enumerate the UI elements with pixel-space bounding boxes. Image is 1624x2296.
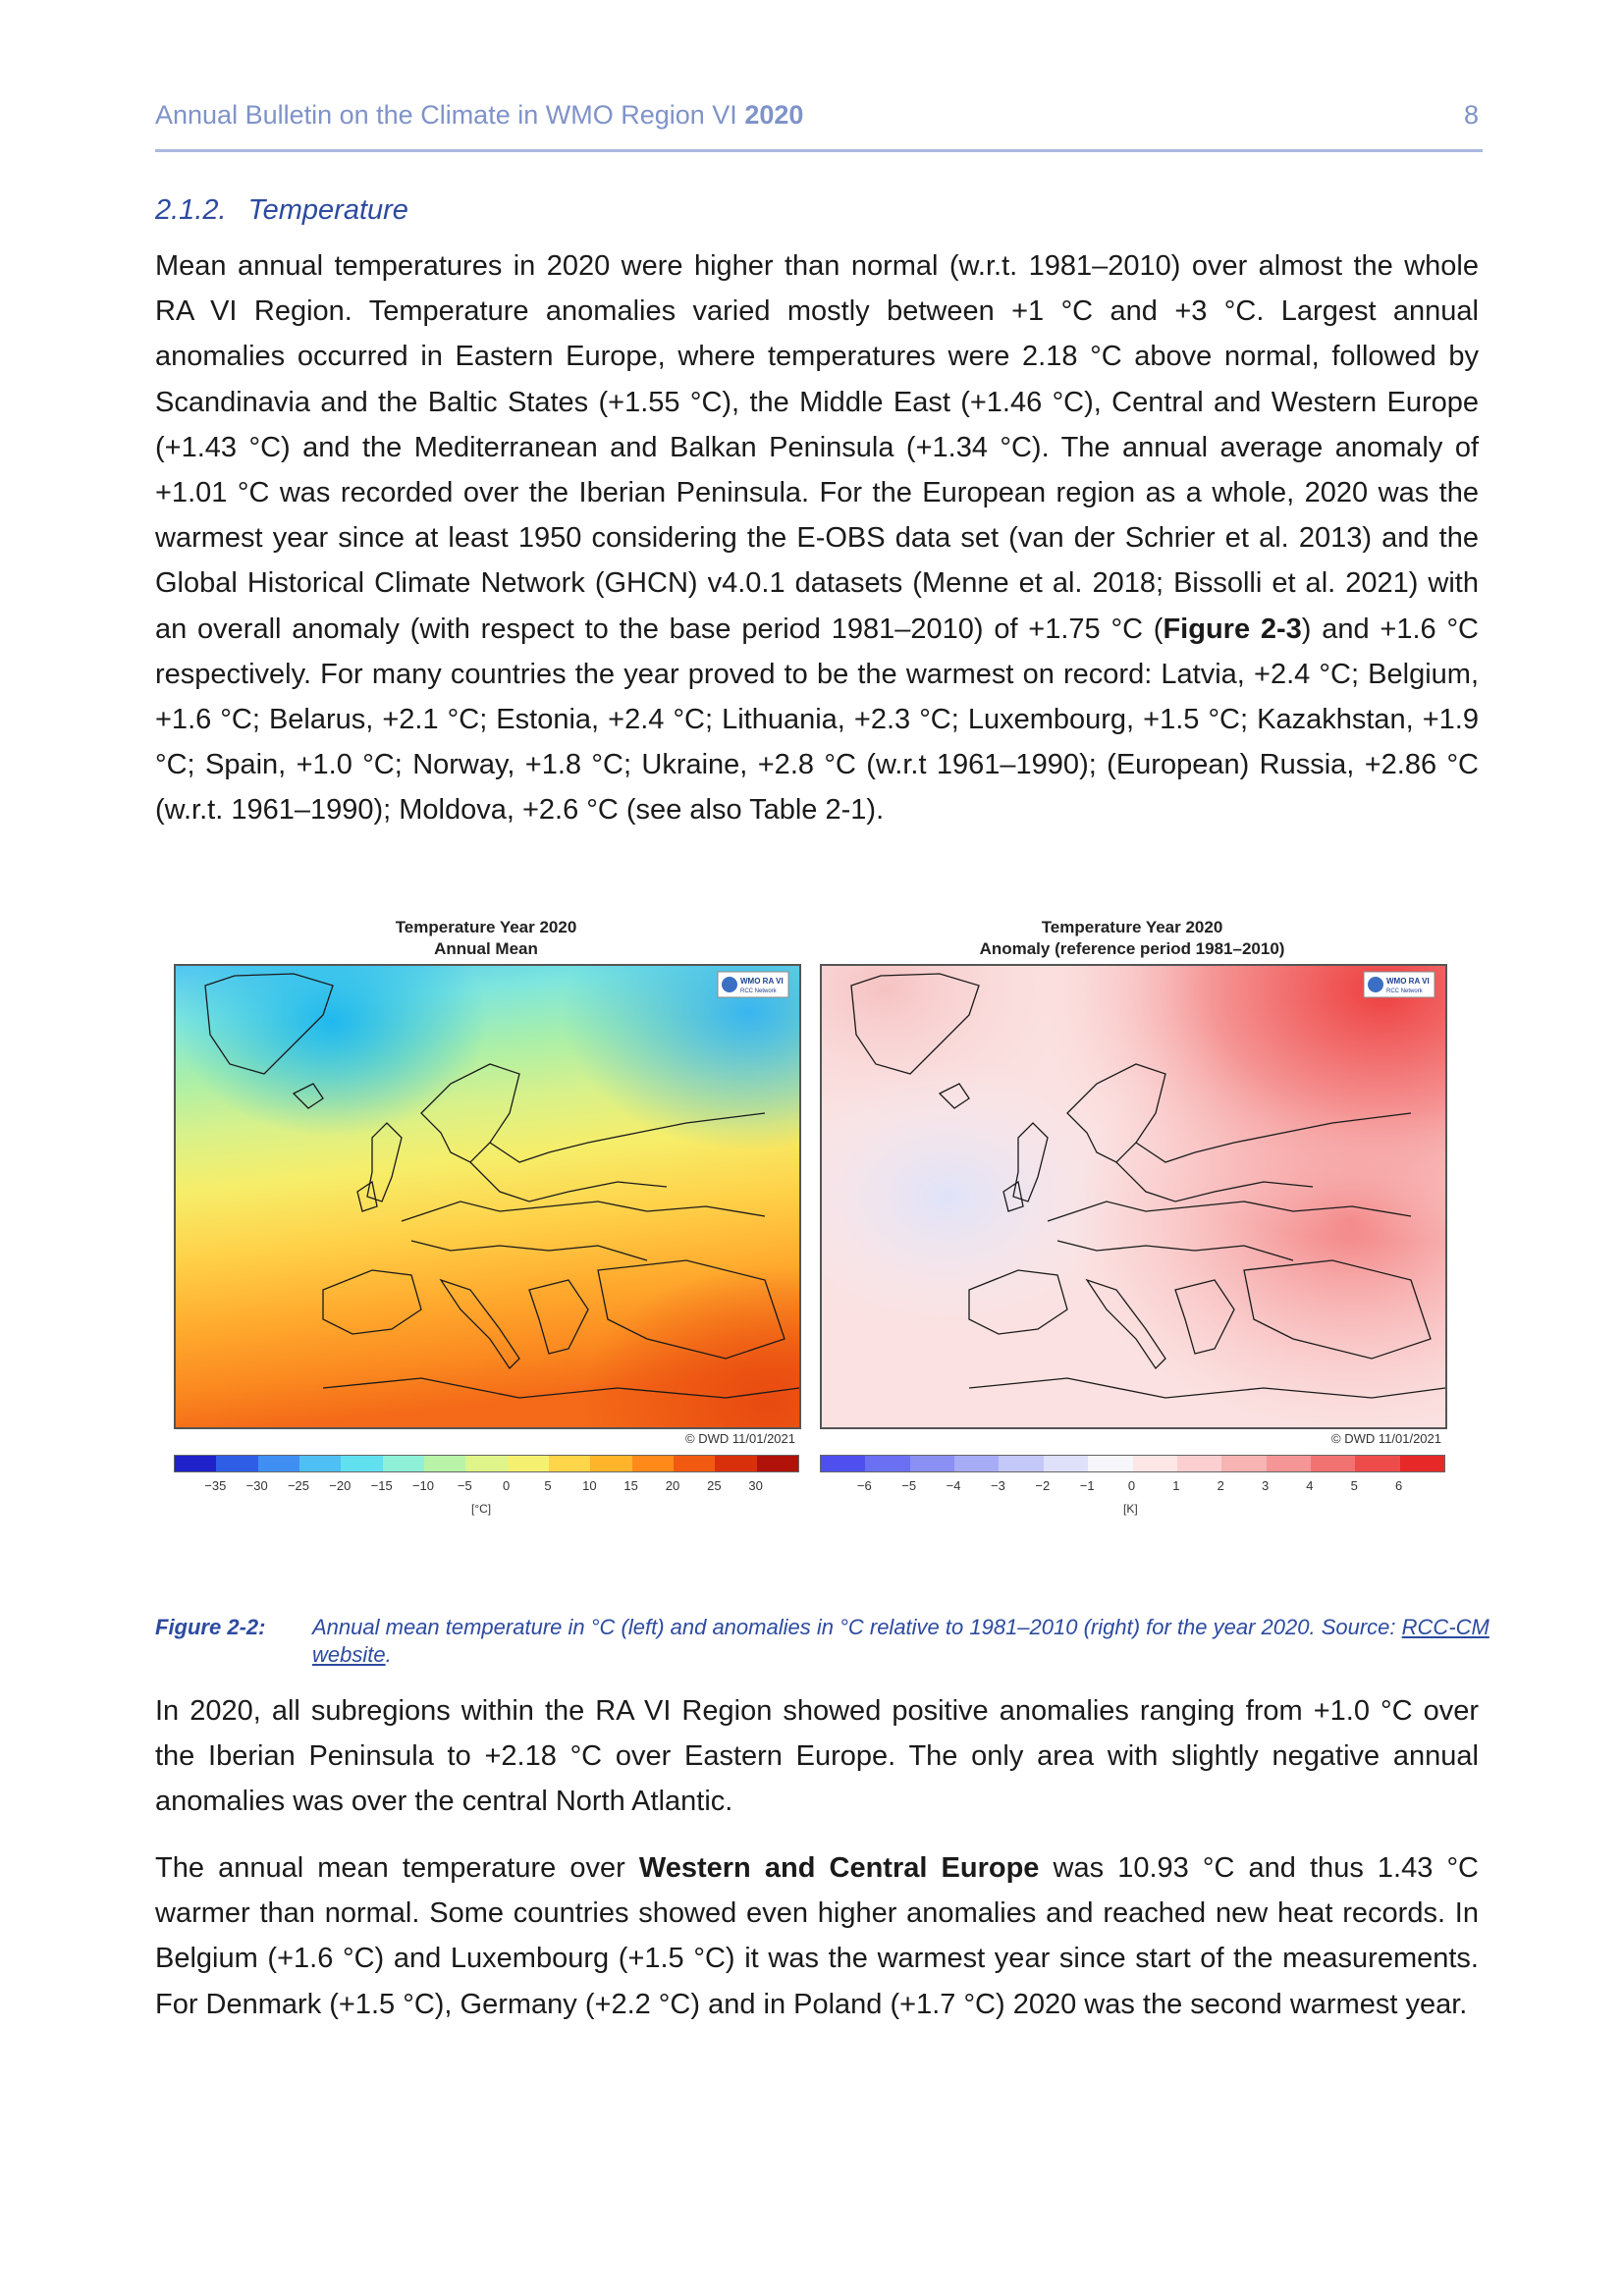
colorbar-tick-label: 3 bbox=[1261, 1478, 1270, 1493]
colorbar-segment bbox=[1221, 1456, 1266, 1471]
colorbar-segment bbox=[821, 1456, 865, 1471]
colorbar-tick-label: −3 bbox=[991, 1478, 1005, 1493]
dwd-credit-right: © DWD 11/01/2021 bbox=[1331, 1431, 1441, 1446]
annual-mean-map-image bbox=[176, 966, 799, 1427]
colorbar-tick-label: 5 bbox=[544, 1478, 552, 1493]
colorbar-tick-label: 1 bbox=[1172, 1478, 1180, 1493]
caption-label: Figure 2-2: bbox=[155, 1615, 266, 1639]
colorbar-segment bbox=[999, 1456, 1043, 1471]
colorbar-tick-label: 2 bbox=[1217, 1478, 1224, 1493]
svg-text:WMO RA VI: WMO RA VI bbox=[740, 977, 784, 986]
colorbar-segment bbox=[1355, 1456, 1399, 1471]
dwd-credit-left: © DWD 11/01/2021 bbox=[685, 1431, 795, 1446]
body-paragraph-3: The annual mean temperature over Western and Central Europe was 10.93 °C and thus 1.43 °C warmer than normal. Some countries showed even higher anomalies and reached new heat records. In Belgium (+1.6 °C) and Luxembourg (+1.5 °C) it was the warmest year since start of the measurements. For Denmark (+1.5 °C), Germany (+2.2 °C) and in Poland (+1.7 °C) 2020 was the second warmest year. bbox=[155, 1852, 1480, 2020]
colorbar-segment bbox=[1267, 1456, 1311, 1471]
colorbar-tick-label: 6 bbox=[1395, 1478, 1403, 1493]
figure-reference: Figure 2-3 bbox=[1163, 613, 1302, 645]
colorbar-tick-label: 20 bbox=[665, 1478, 680, 1493]
figure-anomaly bbox=[813, 913, 1451, 1590]
colorbar-segment bbox=[216, 1456, 257, 1471]
colorbar-segment bbox=[715, 1456, 756, 1471]
colorbar-segment bbox=[1044, 1456, 1088, 1471]
colorbar-segment bbox=[757, 1456, 798, 1471]
colorbar-tick-label: 0 bbox=[503, 1478, 511, 1493]
rcc-cm-website-link[interactable]: RCC-CM website bbox=[312, 1615, 1489, 1667]
map-title-right: Temperature Year 2020 Anomaly (reference period 1981–2010) bbox=[979, 918, 1285, 958]
colorbar-tick-label: −10 bbox=[411, 1478, 435, 1493]
colorbar-tick-label: −1 bbox=[1079, 1478, 1095, 1493]
colorbar-tick-label: 0 bbox=[1127, 1478, 1136, 1493]
colorbar-segment bbox=[299, 1456, 341, 1471]
colorbar-segment bbox=[258, 1456, 299, 1471]
colorbar-segment bbox=[341, 1456, 382, 1471]
anomaly-map bbox=[820, 964, 1447, 1429]
svg-text:RCC Network: RCC Network bbox=[1386, 988, 1423, 994]
anomaly-map-image bbox=[822, 966, 1445, 1427]
colorbar-tick-label: 15 bbox=[623, 1478, 638, 1493]
colorbar-tick-label: −35 bbox=[204, 1478, 227, 1493]
colorbar-tick-label: 25 bbox=[707, 1478, 722, 1493]
colorbar-tick-label: −2 bbox=[1035, 1478, 1051, 1493]
colorbar-segment bbox=[175, 1456, 216, 1471]
colorbar-segment bbox=[508, 1456, 549, 1471]
wmo-ra-vi-logo bbox=[718, 972, 788, 997]
colorbar-tick-label: −5 bbox=[457, 1478, 472, 1493]
colorbar-tick-label: −5 bbox=[901, 1478, 917, 1493]
wmo-ra-vi-logo bbox=[1364, 972, 1435, 997]
section-title: Temperature bbox=[247, 194, 408, 226]
colorbar-unit-left: [°C] bbox=[471, 1502, 492, 1516]
body-paragraph-2: In 2020, all subregions within the RA VI Region showed positive anomalies ranging from +1.0 °C over the Iberian Peninsula to +2.18 °C over Eastern Europe. The only area with slightly negative annual anomalies was over the central North Atlantic. bbox=[155, 1695, 1479, 1818]
colorbar-segment bbox=[674, 1456, 715, 1471]
colorbar-tick-label: −15 bbox=[370, 1478, 393, 1493]
colorbar-tick-label: −30 bbox=[245, 1478, 268, 1493]
colorbar-segment bbox=[383, 1456, 424, 1471]
colorbar-ticks-right bbox=[820, 1478, 1443, 1496]
colorbar-tick-label: −6 bbox=[856, 1478, 872, 1493]
svg-text:WMO RA VI: WMO RA VI bbox=[1386, 977, 1430, 986]
colorbar-segment bbox=[549, 1456, 590, 1471]
colorbar-tick-label: 4 bbox=[1306, 1478, 1314, 1493]
colorbar-segment bbox=[954, 1456, 999, 1471]
running-title-year: 2020 bbox=[744, 100, 804, 130]
colorbar-segment bbox=[1177, 1456, 1221, 1471]
section-number: 2.1.2. bbox=[155, 194, 227, 226]
svg-text:RCC Network: RCC Network bbox=[740, 988, 777, 994]
colorbar-anomaly bbox=[820, 1455, 1445, 1472]
colorbar-tick-label: −25 bbox=[287, 1478, 310, 1493]
page-number: 8 bbox=[1463, 100, 1479, 130]
running-title: Annual Bulletin on the Climate in WMO Region VI 2020 bbox=[155, 100, 804, 130]
colorbar-segment bbox=[910, 1456, 954, 1471]
colorbar-segment bbox=[1088, 1456, 1132, 1471]
colorbar-tick-label: 10 bbox=[582, 1478, 597, 1493]
colorbar-segment bbox=[424, 1456, 465, 1471]
caption-text: Annual mean temperature in °C (left) and anomalies in °C relative to 1981–2010 (right) for the year 2020. Source: RCC-CM website. bbox=[312, 1615, 1489, 1667]
colorbar-segment bbox=[865, 1456, 909, 1471]
colorbar-segment bbox=[465, 1456, 507, 1471]
colorbar-unit-right: [K] bbox=[1123, 1502, 1138, 1516]
region-name: Western and Central Europe bbox=[638, 1852, 1040, 1884]
figure-annual-mean bbox=[167, 913, 805, 1590]
colorbar-segment bbox=[590, 1456, 631, 1471]
colorbar-annual-mean bbox=[174, 1455, 799, 1472]
section-heading bbox=[155, 194, 408, 227]
colorbar-tick-label: 30 bbox=[748, 1478, 763, 1493]
map-title-left: Temperature Year 2020 Annual Mean bbox=[395, 918, 577, 958]
colorbar-tick-label: −20 bbox=[329, 1478, 352, 1493]
colorbar-tick-label: 5 bbox=[1350, 1478, 1358, 1493]
body-paragraph-1: Mean annual temperatures in 2020 were higher than normal (w.r.t. 1981–2010) over almost the whole RA VI Region. Temperature anomalies varied mostly between +1 °C and +3 °C. Largest annual anomalies occurred in Eastern Europe, where temperatures were 2.18 °C above normal, followed by Scandinavia and the Baltic States (+1.55 °C), the Middle East (+1.46 °C), Central and Western Europe (+1.43 °C) and the Mediterranean and Balkan Peninsula (+1.34 °C). The annual average anomaly of +1.01 °C was recorded over the Iberian Peninsula. For the European region as a whole, 2020 was the warmest year since at least 1950 considering the E-OBS data set (van der Schrier et al. 2013) and the Global Historical Climate Network (GHCN) v4.0.1 datasets (Menne et al. 2018; Bissolli et al. 2021) with an overall anomaly (with respect to the base period 1981–2010) of +1.75 °C (Figure 2-3) and +1.6 °C respectively. For many countries the year proved to be the warmest on record: Latvia, +2.4 °C; Belgium, +1.6 °C; Belarus, +2.1 °C; Estonia, +2.4 °C; Lithuania, +2.3 °C; Luxembourg, +1.5 °C; Kazakhstan, +1.9 °C; Spain, +1.0 °C; Norway, +1.8 °C; Ukraine, +2.8 °C (w.r.t 1961–1990); (European) Russia, +2.86 °C (w.r.t. 1961–1990); Moldova, +2.6 °C (see also Table 2-1). bbox=[155, 250, 1479, 827]
colorbar-segment bbox=[1311, 1456, 1355, 1471]
colorbar-segment bbox=[632, 1456, 674, 1471]
colorbar-ticks-left bbox=[174, 1478, 797, 1496]
colorbar-segment bbox=[1133, 1456, 1177, 1471]
colorbar-segment bbox=[1400, 1456, 1444, 1471]
annual-mean-map bbox=[174, 964, 801, 1429]
colorbar-tick-label: −4 bbox=[946, 1478, 961, 1493]
page-header bbox=[155, 94, 1483, 152]
